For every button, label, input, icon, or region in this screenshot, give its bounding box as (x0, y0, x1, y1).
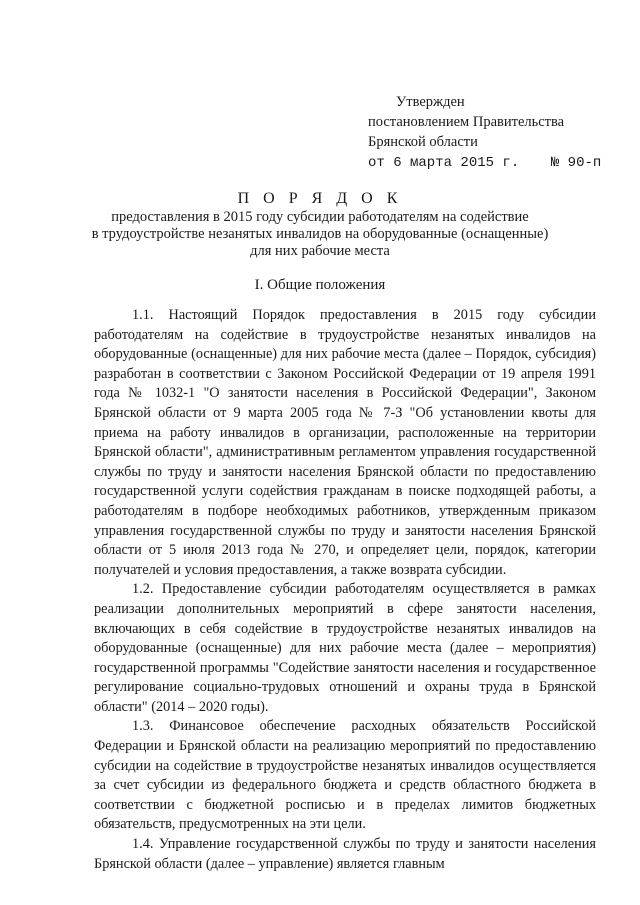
paragraph-1-4: 1.4. Управление государственной службы по труду и занятости населения Брянской области (далее – управление) является главным (94, 836, 596, 872)
section-title: I. Общие положения (254, 277, 386, 293)
approval-date-line (368, 152, 608, 173)
paragraph-1-3: 1.3. Финансовое обеспечение расходных обязательств Российской Федерации и Брянской области на реализацию мероприятий по предоставлению субсидии на содействие в трудоустройстве незанятых инвалидов осуществляется за счет субсидии из федерального бюджета и средств областного бюджета в соответствии с бюджетной росписью и в пределах лимитов бюджетных обязательств, предусмотренных на эти цели. (94, 718, 596, 833)
paragraph-1-1: 1.1. Настоящий Порядок предоставления в 2015 году субсидии работодателям на содействие в трудоустройстве незанятых инвалидов на оборудованные (оснащенные) для них рабочие места (далее – Порядок, субсидия) разработан в соответствии с Законом Российской Федерации от 19 апреля 1991 года № 1032-1 "О занятости населения в Российской Федерации", Законом Брянской области от 9 марта 2005 года № 7-З "Об установлении квоты для приема на работу инвалидов в организации, расположенные на территории Брянской области", административным регламентом управления государственной службы по труду и занятости населения Брянской области по предоставлению государственной услуги содействия гражданам в поиске подходящей работы, а работодателям в подборе необходимых работников, утвержденным приказом управления государственной службы по труду и занятости населения Брянской области от 5 июля 2013 года № 270, и определяет цели, порядок, категории получателей и условия предоставления, а также возврата субсидии. (94, 307, 596, 578)
subtitle-line: предоставления в 2015 году субсидии работодателям на содействие (111, 209, 529, 225)
document-subtitle (0, 209, 640, 260)
approval-date: от 6 марта 2015 г. (368, 155, 520, 171)
subtitle-line: для них рабочие места (250, 243, 390, 259)
subtitle-line: в трудоустройстве незанятых инвалидов на оборудованные (оснащенные) (91, 226, 549, 242)
paragraph-1-2: 1.2. Предоставление субсидии работодателям осуществляется в рамках реализации дополнительных мероприятий в сфере занятости населения, включающих в себя содействие в трудоустройстве незанятых инвалидов на оборудованные (оснащенные) для них рабочие места (далее – мероприятия) государственной программы "Содействие занятости населения и государственное регулирование социально-трудовых отношений и охраны труда в Брянской области" (2014 – 2020 годы). (94, 581, 596, 715)
approval-line-2: постановлением Правительства (368, 114, 565, 130)
approval-line-3: Брянской области (368, 134, 478, 150)
document-title: П О Р Я Д О К (237, 190, 403, 207)
approval-stamp (368, 92, 608, 173)
approval-line-1: Утвержден (396, 94, 465, 110)
approval-number: № 90-п (550, 155, 602, 171)
document-body (94, 306, 596, 874)
